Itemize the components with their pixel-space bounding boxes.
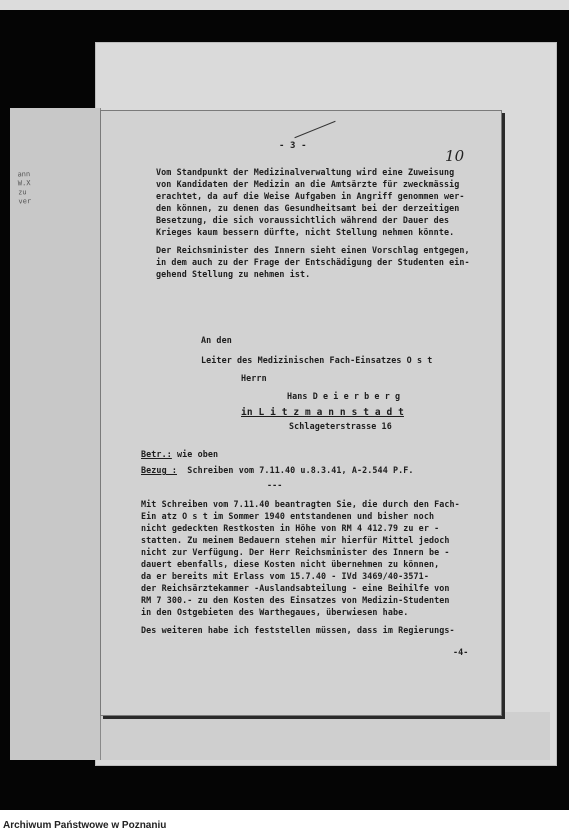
left-scrap-line: zu — [18, 188, 27, 197]
section-divider: --- — [267, 480, 283, 490]
address-city: in L i t z m a n n s t a d t — [241, 407, 404, 418]
paragraph-line: in dem auch zu der Frage der Entschädigung der Studenten ein- — [156, 257, 470, 267]
betr-line — [141, 449, 218, 459]
paragraph-line: Besetzung, die sich voraussichtlich während der Dauer des — [156, 215, 450, 225]
document-page — [100, 110, 502, 716]
next-page-marker: -4- — [453, 647, 469, 657]
paragraph-line: nicht zur Verfügung. Der Herr Reichsminister des Innern be - — [141, 547, 450, 557]
paragraph-line: erachtet, da auf die Weise Aufgaben in Angriff genommen wer- — [156, 191, 465, 201]
page-number: - 3 - — [279, 141, 307, 151]
paragraph-line: der Reichsärztekammer -Auslandsabteilung - eine Beihilfe von — [141, 583, 450, 593]
address-street: Schlageterstrasse 16 — [289, 421, 392, 431]
paragraph-line: dauert ebenfalls, diese Kosten nicht übernehmen zu können, — [141, 559, 440, 569]
left-scrap-line: W.X — [17, 179, 31, 188]
paragraph-line: den können, zu denen das Gesundheitsamt bei der derzeitigen — [156, 203, 460, 213]
address-an: An den — [201, 335, 232, 345]
paragraph-line: Ein atz O s t im Sommer 1940 entstandenen und bisher noch — [141, 511, 435, 521]
address-leiter: Leiter des Medizinischen Fach-Einsatzes O s t — [201, 355, 433, 365]
left-scrap-line: ver — [18, 197, 32, 206]
left-scrap-line: ann — [17, 170, 31, 179]
paragraph-line: Der Reichsminister des Innern sieht einen Vorschlag entgegen, — [156, 245, 470, 255]
paragraph-line: nicht gedeckten Restkosten in Höhe von RM 4 412.79 zu er - — [141, 523, 440, 533]
document-text — [101, 111, 501, 715]
paragraph-line: gehend Stellung zu nehmen ist. — [156, 269, 311, 279]
paragraph-line: Vom Standpunkt der Medizinalverwaltung wird eine Zuweisung — [156, 167, 455, 177]
bezug-line — [141, 465, 414, 475]
paragraph-line: statten. Zu meinem Bedauern stehen mir hierfür Mittel jedoch — [141, 535, 450, 545]
pen-stroke-mark — [294, 121, 335, 138]
paragraph-line: RM 7 300.- zu den Kosten des Einsatzes von Medizin-Studenten — [141, 595, 450, 605]
left-sheet-text-scraps — [17, 169, 48, 206]
paragraph-line: Mit Schreiben vom 7.11.40 beantragten Sie, die durch den Fach- — [141, 499, 460, 509]
bottom-sheet-edge — [70, 712, 550, 760]
paragraph-line: Krieges kaum bessern dürfte, nicht Stellung nehmen könnte. — [156, 227, 455, 237]
paragraph-line: von Kandidaten der Medizin an die Amtsärzte für zweckmässig — [156, 179, 460, 189]
bezug-label: Bezug : — [141, 465, 177, 475]
archive-caption: Archiwum Państwowe w Poznaniu — [3, 820, 167, 831]
handwritten-folio-number: 10 — [445, 147, 465, 165]
paragraph-line: da er bereits mit Erlass vom 15.7.40 - IVd 3469/40-3571- — [141, 571, 429, 581]
betr-text: wie oben — [177, 449, 219, 459]
top-margin-strip — [0, 0, 569, 10]
address-name: Hans D e i e r b e r g — [287, 391, 401, 401]
bezug-text: Schreiben vom 7.11.40 u.8.3.41, A-2.544 P.F. — [187, 465, 414, 475]
paragraph-line: in den Ostgebieten des Warthegaues, überwiesen habe. — [141, 607, 409, 617]
betr-label: Betr.: — [141, 449, 172, 459]
paragraph-line: Des weiteren habe ich feststellen müssen, dass im Regierungs- — [141, 625, 455, 635]
address-herrn: Herrn — [241, 373, 267, 383]
